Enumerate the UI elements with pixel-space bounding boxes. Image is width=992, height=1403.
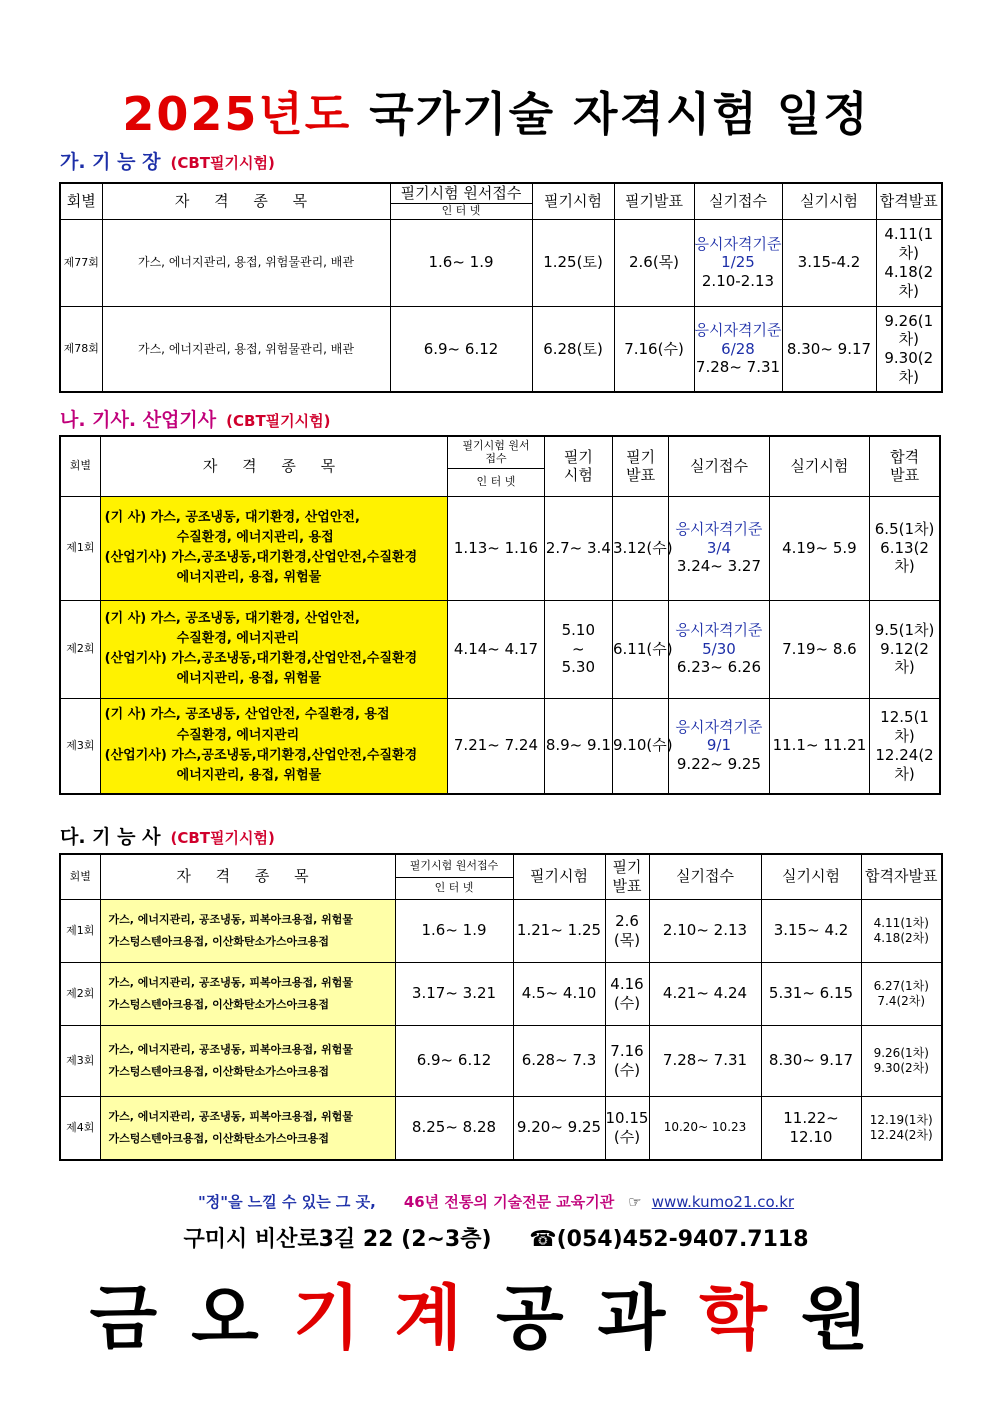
practical-apply-dates: 6.23~ 6.26 <box>676 658 762 677</box>
group-label: (기 사) <box>104 707 147 723</box>
subject-cell <box>100 698 448 794</box>
table-master-craftsman <box>59 182 943 393</box>
header-internet: 인 터 넷 <box>390 203 532 219</box>
pass-cell <box>870 496 940 600</box>
practical-apply-cell <box>669 496 769 600</box>
subject-list <box>101 1106 395 1150</box>
result-cell <box>605 1096 649 1160</box>
practical-apply-cell: 7.28~ 7.31 <box>649 1025 761 1096</box>
round-cell: 제2회 <box>60 962 100 1025</box>
practical-exam-cell: 7.19~ 8.6 <box>769 600 869 698</box>
table-row <box>60 219 942 306</box>
pass-cell <box>861 899 942 962</box>
exam-cell: 6.28(토) <box>532 306 614 392</box>
header-subject: 자 격 종 목 <box>102 183 390 219</box>
pass-cell <box>876 306 942 392</box>
header-round: 회별 <box>60 183 102 219</box>
practical-exam-cell: 3.15-4.2 <box>782 219 876 306</box>
result-cell: 3.12(수) <box>612 496 668 600</box>
address-text: 구미시 비산로3길 22 (2~3층) <box>183 1227 492 1252</box>
pass-first: 6.27(1차) <box>873 978 929 993</box>
practical-exam-cell: 3.15~ 4.2 <box>761 899 861 962</box>
pass-cell <box>870 698 940 794</box>
practical-apply-cell <box>694 219 782 306</box>
pass-first: 4.11(1차) <box>884 225 934 262</box>
brand-char: 기 <box>292 1277 395 1359</box>
result-day: (목) <box>613 930 641 949</box>
pass-first: 12.19(1차) <box>869 1112 933 1127</box>
group-items-cont: 에너지관리, 용접, 위험물 <box>176 570 322 586</box>
result-cell: 6.11(수) <box>612 600 668 698</box>
pass-cell <box>870 600 940 698</box>
table-engineer <box>59 435 941 795</box>
subject-list <box>101 909 395 953</box>
pass-cell <box>861 1025 942 1096</box>
round-cell: 제1회 <box>60 496 100 600</box>
practical-apply-cell <box>694 306 782 392</box>
exam-cell: 1.25(토) <box>532 219 614 306</box>
qualification-date: 5/30 <box>702 639 736 658</box>
header-practical-exam: 실기시험 <box>782 183 876 219</box>
brand-char: 원 <box>800 1277 903 1359</box>
section-a-label: 가. 기 능 장 <box>60 151 161 173</box>
subject-cell <box>100 600 448 698</box>
header-internet: 인 터 넷 <box>395 877 513 899</box>
qualification-note: 응시자격기준 <box>694 320 782 339</box>
header-written-result: 필기 발표 <box>605 854 649 899</box>
subject-list <box>101 972 395 1016</box>
practical-apply-cell: 10.20~ 10.23 <box>649 1096 761 1160</box>
subject-cell: 가스, 에너지관리, 용접, 위험물관리, 배관 <box>102 306 390 392</box>
footer-address <box>0 1222 992 1253</box>
subject-line-2: 가스텅스텐아크용접, 이산화탄소가스아크용접 <box>108 934 330 948</box>
result-day: (수) <box>613 1127 641 1146</box>
header-written-result: 필기 발표 <box>612 436 668 496</box>
exam-cell: 4.5~ 4.10 <box>513 962 605 1025</box>
exam-cell <box>544 600 612 698</box>
group-items: 가스, 공조냉동, 대기환경, 산업안전, <box>150 610 360 626</box>
table-row <box>60 306 942 392</box>
practical-apply-cell: 4.21~ 4.24 <box>649 962 761 1025</box>
practical-exam-cell: 5.31~ 6.15 <box>761 962 861 1025</box>
section-c-cbt: (CBT필기시험) <box>170 829 275 847</box>
pass-first: 12.5(1차) <box>880 708 929 745</box>
header-written-exam: 필기시험 <box>532 183 614 219</box>
table-row <box>60 1025 942 1096</box>
apply-cell: 7.21~ 7.24 <box>448 698 544 794</box>
pass-second: 12.24(2차) <box>875 745 934 783</box>
pass-cell <box>861 962 942 1025</box>
exam-cell: 9.20~ 9.25 <box>513 1096 605 1160</box>
header-written-apply: 필기시험 원서접수 <box>395 854 513 877</box>
header-written-apply: 필기시험 원서접수 <box>390 183 532 203</box>
table-row <box>60 496 940 600</box>
practical-apply-dates: 7.28~ 7.31 <box>695 358 781 377</box>
qualification-date: 6/28 <box>721 339 755 358</box>
page-title <box>0 78 992 144</box>
table-row <box>60 899 942 962</box>
group-items-cont: 에너지관리, 용접, 위험물 <box>176 767 322 783</box>
group-label: (산업기사) <box>104 651 167 666</box>
practical-apply-cell <box>669 698 769 794</box>
group-label: (기 사) <box>104 610 147 626</box>
practical-exam-cell: 8.30~ 9.17 <box>782 306 876 392</box>
pass-second: 9.30(2차) <box>884 349 934 386</box>
apply-cell: 1.6~ 1.9 <box>395 899 513 962</box>
brand-char: 공 <box>496 1277 598 1359</box>
practical-exam-cell: 8.30~ 9.17 <box>761 1025 861 1096</box>
qualification-date: 1/25 <box>721 253 755 272</box>
pass-first: 9.26(1차) <box>873 1045 929 1060</box>
exam-end: 5.30 <box>561 658 596 677</box>
subject-group-engineer <box>101 508 448 548</box>
practical-apply-cell: 2.10~ 2.13 <box>649 899 761 962</box>
practical-apply-dates: 9.22~ 9.25 <box>676 755 762 774</box>
header-practical-apply: 실기접수 <box>694 183 782 219</box>
apply-cell: 1.6~ 1.9 <box>390 219 532 306</box>
pass-cell <box>876 219 942 306</box>
header-pass-result: 합격발표 <box>876 183 942 219</box>
group-items: 가스,공조냉동,대기환경,산업안전,수질환경 <box>171 550 418 565</box>
brand-name <box>0 1262 992 1363</box>
header-round: 회별 <box>60 854 100 899</box>
apply-cell: 4.14~ 4.17 <box>448 600 544 698</box>
exam-cell: 1.21~ 1.25 <box>513 899 605 962</box>
qualification-date: 3/4 <box>706 538 732 557</box>
phone-icon: ☎ <box>529 1227 557 1252</box>
subject-cell: 가스, 에너지관리, 용접, 위험물관리, 배관 <box>102 219 390 306</box>
exam-tilde: ~ <box>572 639 585 658</box>
section-a-cbt: (CBT필기시험) <box>170 154 275 172</box>
subject-line-2: 가스텅스텐아크용접, 이산화탄소가스아크용접 <box>108 1131 330 1145</box>
group-label: (기 사) <box>104 509 147 525</box>
subject-group-industrial <box>101 746 448 786</box>
round-cell: 제4회 <box>60 1096 100 1160</box>
round-cell: 제3회 <box>60 1025 100 1096</box>
group-items-cont: 수질환경, 에너지관리, 용접 <box>176 529 334 545</box>
pass-first: 9.5(1차) <box>874 620 935 639</box>
group-items-cont: 수질환경, 에너지관리 <box>176 727 300 743</box>
round-cell: 제77회 <box>60 219 102 306</box>
pass-second: 4.18(2차) <box>873 930 929 945</box>
brand-char: 계 <box>394 1277 496 1359</box>
pass-second: 9.30(2차) <box>873 1060 929 1075</box>
header-practical-apply: 실기접수 <box>669 436 769 496</box>
pass-first: 4.11(1차) <box>873 915 929 930</box>
apply-cell: 6.9~ 6.12 <box>390 306 532 392</box>
subject-line-1: 가스, 에너지관리, 공조냉동, 피복아크용접, 위험물 <box>108 975 354 989</box>
pass-second: 12.24(2차) <box>869 1127 933 1142</box>
header-subject: 자 격 종 목 <box>100 436 448 496</box>
group-items: 가스,공조냉동,대기환경,산업안전,수질환경 <box>171 651 418 666</box>
exam-cell: 8.9~ 9.1 <box>544 698 612 794</box>
section-b-cbt: (CBT필기시험) <box>226 412 331 430</box>
header-round: 회별 <box>60 436 100 496</box>
qualification-note: 응시자격기준 <box>675 717 763 736</box>
apply-cell: 8.25~ 8.28 <box>395 1096 513 1160</box>
subject-group-industrial <box>101 649 448 689</box>
brand-char: 학 <box>699 1277 801 1359</box>
group-items: 가스,공조냉동,대기환경,산업안전,수질환경 <box>171 747 418 763</box>
apply-cell: 3.17~ 3.21 <box>395 962 513 1025</box>
qualification-note: 응시자격기준 <box>694 234 782 253</box>
result-cell <box>605 1025 649 1096</box>
result-date: 4.16 <box>610 974 644 993</box>
pass-first: 6.5(1차) <box>874 519 935 538</box>
title-text: 국가기술 자격시험 일정 <box>351 87 870 141</box>
table-craftsman <box>59 853 943 1161</box>
footer-tradition: 46년 전통의 기술전문 교육기관 <box>403 1193 615 1211</box>
pass-cell <box>861 1096 942 1160</box>
pass-second: 6.13(2차) <box>880 538 929 576</box>
section-a-heading <box>60 147 275 174</box>
group-items-cont: 에너지관리, 용접, 위험물 <box>176 671 322 687</box>
brand-char: 금 <box>89 1277 192 1359</box>
subject-group-engineer <box>101 609 448 649</box>
brand-char: 오 <box>191 1277 293 1359</box>
header-practical-apply: 실기접수 <box>649 854 761 899</box>
subject-cell <box>100 1096 395 1160</box>
subject-group-engineer <box>101 705 448 745</box>
qualification-note: 응시자격기준 <box>675 519 763 538</box>
exam-cell: 6.28~ 7.3 <box>513 1025 605 1096</box>
header-pass-result: 합격 발표 <box>870 436 940 496</box>
practical-apply-dates: 3.24~ 3.27 <box>676 557 762 576</box>
practical-exam-cell: 11.22~ 12.10 <box>761 1096 861 1160</box>
brand-char: 과 <box>597 1277 700 1359</box>
qualification-note: 응시자격기준 <box>675 620 763 639</box>
pass-second: 4.18(2차) <box>884 262 934 300</box>
result-cell <box>605 962 649 1025</box>
header-subject: 자 격 종 목 <box>100 854 395 899</box>
header-written-exam: 필기시험 <box>513 854 605 899</box>
table-row <box>60 962 942 1025</box>
result-cell <box>605 899 649 962</box>
subject-list <box>101 1039 395 1083</box>
header-written-result: 필기발표 <box>614 183 694 219</box>
result-day: (수) <box>613 993 641 1012</box>
practical-apply-cell <box>669 600 769 698</box>
round-cell: 제78회 <box>60 306 102 392</box>
pass-first: 9.26(1차) <box>884 311 934 349</box>
pass-second: 9.12(2차) <box>880 639 929 677</box>
footer-tagline <box>0 1191 992 1212</box>
subject-cell <box>100 1025 395 1096</box>
section-b-label: 나. 기사. 산업기사 <box>60 409 217 431</box>
table-row <box>60 1096 942 1160</box>
result-cell: 2.6(목) <box>614 219 694 306</box>
round-cell: 제1회 <box>60 899 100 962</box>
exam-cell: 2.7~ 3.4 <box>544 496 612 600</box>
header-written-apply: 필기시험 원서접수 <box>448 436 544 468</box>
exam-start: 5.10 <box>561 620 596 639</box>
practical-apply-dates: 2.10-2.13 <box>701 272 775 291</box>
apply-cell: 1.13~ 1.16 <box>448 496 544 600</box>
subject-line-1: 가스, 에너지관리, 공조냉동, 피복아크용접, 위험물 <box>108 1109 354 1123</box>
pointing-hand-icon: ☞ <box>628 1193 642 1211</box>
table-row <box>60 698 940 794</box>
section-b-heading <box>60 405 331 432</box>
website-link[interactable]: www.kumo21.co.kr <box>651 1193 795 1211</box>
result-cell: 9.10(수) <box>612 698 668 794</box>
group-items-cont: 수질환경, 에너지관리 <box>176 630 300 646</box>
footer-slogan: "정"을 느낄 수 있는 그 곳, <box>197 1193 376 1211</box>
header-pass-result: 합격자발표 <box>861 854 942 899</box>
subject-cell <box>100 496 448 600</box>
group-label: (산업기사) <box>104 747 167 763</box>
group-items: 가스, 공조냉동, 산업안전, 수질환경, 용접 <box>150 707 390 723</box>
subject-cell <box>100 899 395 962</box>
group-items: 가스, 공조냉동, 대기환경, 산업안전, <box>150 509 360 525</box>
subject-line-2: 가스텅스텐아크용접, 이산화탄소가스아크용접 <box>108 997 330 1011</box>
subject-line-2: 가스텅스텐아크용접, 이산화탄소가스아크용접 <box>108 1064 330 1078</box>
subject-line-1: 가스, 에너지관리, 공조냉동, 피복아크용접, 위험물 <box>108 1042 354 1056</box>
header-practical-exam: 실기시험 <box>769 436 869 496</box>
apply-cell: 6.9~ 6.12 <box>395 1025 513 1096</box>
practical-exam-cell: 11.1~ 11.21 <box>769 698 869 794</box>
table-row <box>60 600 940 698</box>
result-day: (수) <box>613 1060 641 1079</box>
header-written-exam: 필기 시험 <box>544 436 612 496</box>
result-date: 2.6 <box>615 911 639 930</box>
qualification-date: 9/1 <box>706 736 732 755</box>
result-date: 10.15 <box>605 1109 649 1127</box>
result-cell: 7.16(수) <box>614 306 694 392</box>
practical-exam-cell: 4.19~ 5.9 <box>769 496 869 600</box>
pass-second: 7.4(2차) <box>877 993 926 1008</box>
subject-cell <box>100 962 395 1025</box>
subject-line-1: 가스, 에너지관리, 공조냉동, 피복아크용접, 위험물 <box>108 912 354 926</box>
phone-number: (054)452-9407.7118 <box>556 1227 809 1252</box>
group-label: (산업기사) <box>104 550 167 565</box>
round-cell: 제3회 <box>60 698 100 794</box>
round-cell: 제2회 <box>60 600 100 698</box>
header-internet: 인 터 넷 <box>448 468 544 496</box>
subject-group-industrial <box>101 548 448 588</box>
header-practical-exam: 실기시험 <box>761 854 861 899</box>
section-c-label: 다. 기 능 사 <box>60 826 161 848</box>
section-c-heading <box>60 822 275 849</box>
title-year: 2025년도 <box>122 87 352 141</box>
result-date: 7.16 <box>610 1041 644 1060</box>
